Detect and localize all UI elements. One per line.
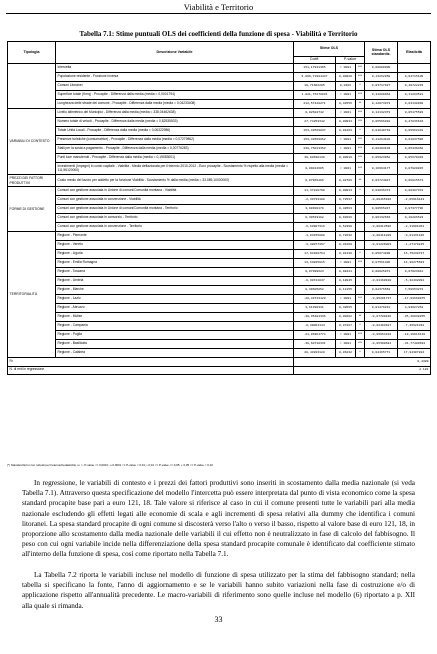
- description-cell: Comuni con gestione associata in Unione di comuni/Comunità montana - Territorio: [56, 205, 294, 214]
- table-caption: Tabella 7.1: Stime puntuali OLS dei coefficienti della funzione di spesa - Viabilità e Territorio: [79, 30, 358, 38]
- header-elasticita: Elasticità: [398, 42, 431, 64]
- description-cell: Regione - Toscana: [56, 268, 294, 277]
- coefficient-cell: 0,07966296: [294, 175, 336, 187]
- table-row: [8, 331, 431, 340]
- page-header: Viabilità e Territorio: [183, 2, 254, 12]
- coefficient-cell: 1.021,76278931: [294, 91, 336, 100]
- coefficient-cell: -3,38077367: [294, 241, 336, 250]
- description-cell: Numero totale di veicoli - Procapite - Differenza dalla media (media = 0,82535533): [56, 118, 294, 127]
- coefficient-cell: -20,43743120: [294, 295, 336, 304]
- significance-cell: ***: [356, 136, 365, 145]
- standardized-cell: 0,16694177: [365, 163, 398, 175]
- page-number: 33: [214, 615, 223, 624]
- pvalue-cell: 0,06232: [336, 349, 356, 358]
- pvalue-cell: < 0001: [336, 109, 356, 118]
- elasticity-cell: 4,93027262: [398, 304, 431, 313]
- table-row: [8, 145, 431, 154]
- standardized-cell: 0,05596818: [365, 118, 398, 127]
- table-row: [8, 268, 431, 277]
- pvalue-cell: < 0001: [336, 163, 356, 175]
- tipologia-cell: [8, 64, 56, 109]
- header-coeff: Coeff.: [294, 57, 336, 64]
- regression-table: [7, 41, 431, 375]
- significance-cell: **: [356, 175, 365, 187]
- significance-cell: ***: [356, 295, 365, 304]
- elasticity-cell: -7,36621032: [398, 322, 431, 331]
- significance-cell: *: [356, 127, 365, 136]
- pvalue-cell: 0,33169: [336, 241, 356, 250]
- table-row: [8, 313, 431, 322]
- table-row: [8, 91, 431, 100]
- description-cell: Regione - Abruzzo: [56, 304, 294, 313]
- elasticity-cell: 0,04715100: [398, 73, 431, 82]
- standardized-cell: 0,14132373: [365, 109, 398, 118]
- description-cell: Regione - Calabria: [56, 349, 294, 358]
- elasticity-cell: 0,11263521: [398, 91, 431, 100]
- pvalue-cell: < 0001: [336, 136, 356, 145]
- pvalue-cell: 0,18945: [336, 277, 356, 286]
- table-row: [8, 163, 431, 175]
- standardized-cell: -0,00411029: [365, 232, 398, 241]
- description-cell: Regione - Emilia Romagna: [56, 259, 294, 268]
- coefficient-cell: 27,74253342: [294, 118, 336, 127]
- description-cell: Comuni con gestione associata in Unione di comuni/Comunità montana - Viabilità: [56, 187, 294, 196]
- significance-cell: [356, 241, 365, 250]
- pvalue-cell: < 0001: [336, 91, 356, 100]
- significance-cell: ***: [356, 154, 365, 163]
- table-row: [8, 277, 431, 286]
- pvalue-cell: 0,42556: [336, 100, 356, 109]
- coefficient-cell: -6,30724837: [294, 277, 336, 286]
- description-cell: Superficie totale (Kmq) - Procapite - Differenza dalla media (media = 0,0001794): [56, 91, 294, 100]
- coefficient-cell: 212,57428271: [294, 100, 336, 109]
- description-cell: Comuni con gestione associata in consorzio - Territorio: [56, 214, 294, 223]
- significance-cell: ***: [356, 64, 365, 73]
- pvalue-cell: 0,00020: [336, 73, 356, 82]
- standardized-cell: 0,31889964: [365, 91, 398, 100]
- elasticity-cell: 0,40722233: [398, 82, 431, 91]
- description-cell: Livello altimetrico del Municipio - Differenza dalla media (media = 338,04462638): [56, 109, 294, 118]
- significance-cell: ***: [356, 91, 365, 100]
- coefficient-cell: 0,02602742: [294, 109, 336, 118]
- standardized-cell: 0,11264101: [365, 136, 398, 145]
- description-cell: Regione - Liguria: [56, 250, 294, 259]
- pvalue-cell: < 0001: [336, 295, 356, 304]
- description-cell: Intercetta: [56, 64, 294, 73]
- table-row: [8, 196, 431, 205]
- description-cell: Costo medio del lavoro per addetto per la funzione Viabilità - Scostamento % dalla media (media = 33.089,10000000): [56, 175, 294, 187]
- table-row: [8, 322, 431, 331]
- description-cell: Comuni Litoranei: [56, 82, 294, 91]
- elasticity-cell: -2,31091062: [398, 223, 431, 232]
- header-tipologia: Tipologia: [8, 42, 56, 64]
- elasticity-cell: 0,01837596: [398, 136, 431, 145]
- table-row: [8, 340, 431, 349]
- coefficient-cell: -2,33733108: [294, 196, 336, 205]
- pvalue-cell: 0,52399: [336, 223, 356, 232]
- standardized-cell: 0,09483103: [365, 145, 398, 154]
- table-row: [8, 241, 431, 250]
- coefficient-cell: 239,75013353: [294, 145, 336, 154]
- coefficient-cell: 13,63825915: [294, 259, 336, 268]
- standardized-cell: 0,04465771: [365, 349, 398, 358]
- pvalue-cell: 0,0486: [336, 82, 356, 91]
- coefficient-cell: -40,35484336: [294, 313, 336, 322]
- table-row: [8, 187, 431, 196]
- pvalue-cell: < 0001: [336, 145, 356, 154]
- significance-cell: [356, 196, 365, 205]
- coefficient-cell: 0,09014605: [294, 163, 336, 175]
- elasticity-cell: -1,27178225: [398, 241, 431, 250]
- significance-cell: [356, 277, 365, 286]
- table-row: [8, 259, 431, 268]
- coefficient-cell: 11,37210799: [294, 187, 336, 196]
- n-label: N. di enti in regressione: [8, 366, 294, 375]
- pvalue-cell: 0,72632: [336, 232, 356, 241]
- tipologia-cell: FORME DI GESTIONE: [8, 187, 56, 232]
- description-cell: Comuni con gestione associata in convenzione - Viabilità: [56, 196, 294, 205]
- standardized-cell: 0,05923952: [365, 154, 398, 163]
- elasticity-cell: 0,05439468: [398, 145, 431, 154]
- n-value: 2.181: [294, 366, 431, 375]
- elasticity-cell: 0,04138938: [398, 100, 431, 109]
- elasticity-cell: 0,10286523: [398, 214, 431, 223]
- standardized-cell: 0,13262858: [365, 73, 398, 82]
- pvalue-cell: 0,00034: [336, 118, 356, 127]
- significance-cell: [356, 268, 365, 277]
- table-row: [8, 64, 431, 73]
- pvalue-cell: < 0001: [336, 64, 356, 73]
- elasticity-cell: 0,07023941: [398, 268, 431, 277]
- pvalue-cell: 0,00913: [336, 187, 356, 196]
- header-stime-ols: Stime OLS: [294, 42, 365, 57]
- coefficient-cell: 3,90300179: [294, 205, 336, 214]
- tipologia-cell: VARIABILI DI CONTESTO: [8, 109, 56, 175]
- standardized-cell: -0,01160910: [365, 277, 398, 286]
- standardized-cell: -0,05291737: [365, 295, 398, 304]
- significance-cell: *: [356, 187, 365, 196]
- standardized-cell: 0,12073873: [365, 100, 398, 109]
- pvalue-cell: 0,48565: [336, 304, 356, 313]
- coefficient-cell: -21,86964774: [294, 331, 336, 340]
- elasticity-cell: 0,80387372: [398, 187, 431, 196]
- significance-cell: ***: [356, 118, 365, 127]
- significance-cell: *: [356, 349, 365, 358]
- regression-table-wrapper: [7, 41, 430, 375]
- tipologia-cell: TERRITORIALITÀ: [8, 232, 56, 358]
- table-notes: (*) Standard Error con robusti per heteroschedasticità; ••• <- P-value <= 0,0001; •• 0,0001 <= P-value < 0,01; • 0,01 <= P-value <= 0,05; + 0,05 <= P-value < 0,10: [7, 463, 213, 467]
- significance-cell: *: [356, 82, 365, 91]
- elasticity-cell: 16,36275583: [398, 259, 431, 268]
- elasticity-cell: -34,77480694: [398, 340, 431, 349]
- pvalue-cell: 0,72537: [336, 196, 356, 205]
- elasticity-cell: 0,05679493: [398, 154, 431, 163]
- standardized-cell: 0,04940734: [365, 127, 398, 136]
- coefficient-cell: 20,43283128: [294, 349, 336, 358]
- table-row: [8, 100, 431, 109]
- standardized-cell: 0,02376652: [365, 286, 398, 295]
- pvalue-cell: 0,01138: [336, 250, 356, 259]
- significance-cell: [356, 232, 365, 241]
- elasticity-cell: 15,75238737: [398, 250, 431, 259]
- coefficient-cell: 151,17931395: [294, 64, 336, 73]
- elasticity-cell: 0,06915674: [398, 175, 431, 187]
- table-row: [8, 136, 431, 145]
- pvalue-cell: 0,48563: [336, 205, 356, 214]
- elasticity-cell: 17,94307884: [398, 349, 431, 358]
- description-cell: Regione - Basilicata: [56, 340, 294, 349]
- elasticity-cell: -19,19916119: [398, 331, 431, 340]
- standardized-cell: 0,03036474: [365, 187, 398, 196]
- elasticity-cell: -17,93660975: [398, 295, 431, 304]
- coefficient-cell: 17,94329764: [294, 250, 336, 259]
- table-row: [8, 82, 431, 91]
- table-row: [8, 109, 431, 118]
- table-row: [8, 286, 431, 295]
- table-row: [8, 349, 431, 358]
- significance-cell: *: [356, 322, 365, 331]
- pvalue-cell: < 0001: [336, 259, 356, 268]
- description-cell: Lunghezza delle strade del comune - Procapite - Differenza dalla media (media = 0,04233408): [56, 100, 294, 109]
- coefficient-cell: 8,39605852: [294, 286, 336, 295]
- pvalue-cell: 0,02786: [336, 175, 356, 187]
- table-row: [8, 73, 431, 82]
- elasticity-cell: [398, 64, 431, 73]
- coefficient-cell: 153,43569037: [294, 127, 336, 136]
- table-row: [8, 205, 431, 214]
- significance-cell: ***: [356, 163, 365, 175]
- description-cell: Popolazione residente - Funzione inversa: [56, 73, 294, 82]
- description-cell: Totale Unità Locali - Procapite - Differenza dalla media (media = 0,06322986): [56, 127, 294, 136]
- r2-value: 0,4389: [294, 358, 431, 367]
- standardized-cell: 0,00132663: [365, 214, 398, 223]
- coefficient-cell: -39,60718331: [294, 340, 336, 349]
- description-cell: Comuni con gestione associata in convenzione - Territorio: [56, 223, 294, 232]
- tipologia-cell: PREZZI DEI FATTORI PRODUTTIVI: [8, 175, 56, 187]
- significance-cell: [356, 286, 365, 295]
- elasticity-cell: -2,05916443: [398, 196, 431, 205]
- body-paragraph-1: In regressione, le variabili di contesto e i prezzi dei fattori produttivi sono inseriti in scostamento dalla media nazionale (si veda Tabella 7.1). Attraverso questa specificazione del modello l'intercetta può essere interpretata dal punto di vista economico come la spesa standard procapite base pari a euro 121, 18. Tale valore si riferisce al caso in cui il comune presenti tutte le variabili pari alla media nazionale escludendo gli effetti legati alle economie di scala e agli incrementi di spesa relativi alla dummy che identifica i comuni litoranei. La spesa standard procapite di ogni comune si discosterà verso l'alto o verso il basso, rispetto al valore base di euro 121, 18, in proporzione allo scostamento dalla media nazionale delle variabili il cui effetto non è neutralizzato in fase di calcolo del fabbisogno. Il peso con cui ogni variabile incide nella differenziazione della spesa standard procapite comunale è identificato dal coefficiente stimato all'interno della funzione di spesa, così come riportato nella Tabella 7.1.: [22, 479, 415, 559]
- description-cell: Regione - Puglia: [56, 331, 294, 340]
- header-pvalue: P-value: [336, 57, 365, 64]
- standardized-cell: -0,00313696: [365, 223, 398, 232]
- description-cell: Regione - Lazio: [56, 295, 294, 304]
- coefficient-cell: 9.099,71984447: [294, 73, 336, 82]
- coefficient-cell: -8,39064144: [294, 322, 336, 331]
- coefficient-cell: -6,63907316: [294, 223, 336, 232]
- coefficient-cell: 0,07999623: [294, 268, 336, 277]
- table-body: [8, 64, 431, 358]
- table-row: [8, 118, 431, 127]
- description-cell: Regione - Piemonte: [56, 232, 294, 241]
- description-cell: Regione - Campania: [56, 322, 294, 331]
- significance-cell: ***: [356, 145, 365, 154]
- elasticity-cell: 0,27836634: [398, 118, 431, 127]
- header-rule: [6, 13, 431, 14]
- elasticity-cell: -0,91431186: [398, 232, 431, 241]
- significance-cell: [356, 223, 365, 232]
- significance-cell: ***: [356, 259, 365, 268]
- coefficient-cell: 3,61390331: [294, 304, 336, 313]
- significance-cell: ***: [356, 331, 365, 340]
- pvalue-cell: 0,92686: [336, 214, 356, 223]
- elasticity-cell: 7,59653273: [398, 286, 431, 295]
- table-row: [8, 154, 431, 163]
- standardized-cell: 0,00565247: [365, 205, 398, 214]
- description-cell: Regione - Molise: [56, 313, 294, 322]
- coefficient-cell: 39,93630138: [294, 154, 336, 163]
- significance-cell: ***: [356, 340, 365, 349]
- description-cell: Punti luce manutenuti - Procapite - Differenza dalla media (media = 0,19083001): [56, 154, 294, 163]
- elasticity-cell: 0,05475583: [398, 109, 431, 118]
- pvalue-cell: 0,11155: [336, 286, 356, 295]
- standardized-cell: 0,05074830: [365, 250, 398, 259]
- table-row: [8, 250, 431, 259]
- standardized-cell: -0,01226003: [365, 241, 398, 250]
- significance-cell: **: [356, 313, 365, 322]
- description-cell: Regione - Marche: [56, 286, 294, 295]
- description-cell: Regione - Veneto: [56, 241, 294, 250]
- table-row: [8, 127, 431, 136]
- significance-cell: *: [356, 250, 365, 259]
- elasticity-cell: -5,32432091: [398, 277, 431, 286]
- elasticity-cell: -35,46038255: [398, 313, 431, 322]
- elasticity-cell: 0,97377796: [398, 205, 431, 214]
- standardized-cell: 0,07561406: [365, 259, 398, 268]
- table-row: [8, 223, 431, 232]
- standardized-cell: 0,01479241: [365, 304, 398, 313]
- significance-cell: [356, 304, 365, 313]
- standardized-cell: -0,05390684: [365, 340, 398, 349]
- pvalue-cell: 0,00262: [336, 313, 356, 322]
- table-row: [8, 232, 431, 241]
- coefficient-cell: -1,04155808: [294, 232, 336, 241]
- standardized-cell: 0,00000000: [365, 64, 398, 73]
- standardized-cell: 0,00025871: [365, 268, 398, 277]
- coefficient-cell: 153,43569862: [294, 136, 336, 145]
- elasticity-cell: 0,05962431: [398, 127, 431, 136]
- table-row: [8, 175, 431, 187]
- header-stima-std: Stima OLS standardiz.: [365, 42, 398, 64]
- standardized-cell: -0,02493487: [365, 322, 398, 331]
- standardized-cell: -0,05064318: [365, 331, 398, 340]
- table-row: [8, 304, 431, 313]
- standardized-cell: -0,00465326: [365, 196, 398, 205]
- header-descrizione: Descrizione Variabile: [56, 42, 294, 64]
- description-cell: Stalli per la sosta a pagamento - Procapite - Differenza dalla media (media = 0,00776283): [56, 145, 294, 154]
- standardized-cell: 0,03724947: [365, 175, 398, 187]
- coefficient-cell: 10,71602205: [294, 82, 336, 91]
- significance-cell: ***: [356, 73, 365, 82]
- pvalue-cell: < 0001: [336, 331, 356, 340]
- description-cell: Presenze turistiche (consumatrice) - Procapite - Differenza dalla media (media = 0,07279862): [56, 136, 294, 145]
- pvalue-cell: 0,00019: [336, 154, 356, 163]
- description-cell: Regione - Umbria: [56, 277, 294, 286]
- description-cell: Investimenti (Impegni) in conto capitale - Viabilità - Media deflazionata per il triennio 2010-2012 - Euro procapite - Scostamento % rispetto alla media (media = 111,56120000): [56, 163, 294, 175]
- significance-cell: [356, 205, 365, 214]
- pvalue-cell: 0,07267: [336, 322, 356, 331]
- coefficient-cell: 0,30533182: [294, 214, 336, 223]
- significance-cell: **: [356, 100, 365, 109]
- table-row: [8, 295, 431, 304]
- pvalue-cell: < 0001: [336, 340, 356, 349]
- significance-cell: [356, 214, 365, 223]
- standardized-cell: -0,07780436: [365, 313, 398, 322]
- pvalue-cell: 0,98441: [336, 268, 356, 277]
- significance-cell: ***: [356, 109, 365, 118]
- table-row: [8, 214, 431, 223]
- standardized-cell: 0,03717927: [365, 82, 398, 91]
- r2-label: R²: [8, 358, 294, 367]
- pvalue-cell: 0,01263: [336, 127, 356, 136]
- elasticity-cell: 0,07920015: [398, 163, 431, 175]
- body-paragraph-2: La Tabella 7.2 riporta le variabili incluse nel modello di funzione di spesa utilizzato per la stima del fabbisogno standard; nella tabella si specificano la fonte, l'anno di aggiornamento e se le variabili hanno subito variazioni nella fase di costruzione e/o di applicazione rispetto all'annualità precedente. Le macro-variabili di riferimento sono quelle incluse nel modello (6) riportato a p. XII alla quale si rimanda.: [22, 571, 415, 610]
